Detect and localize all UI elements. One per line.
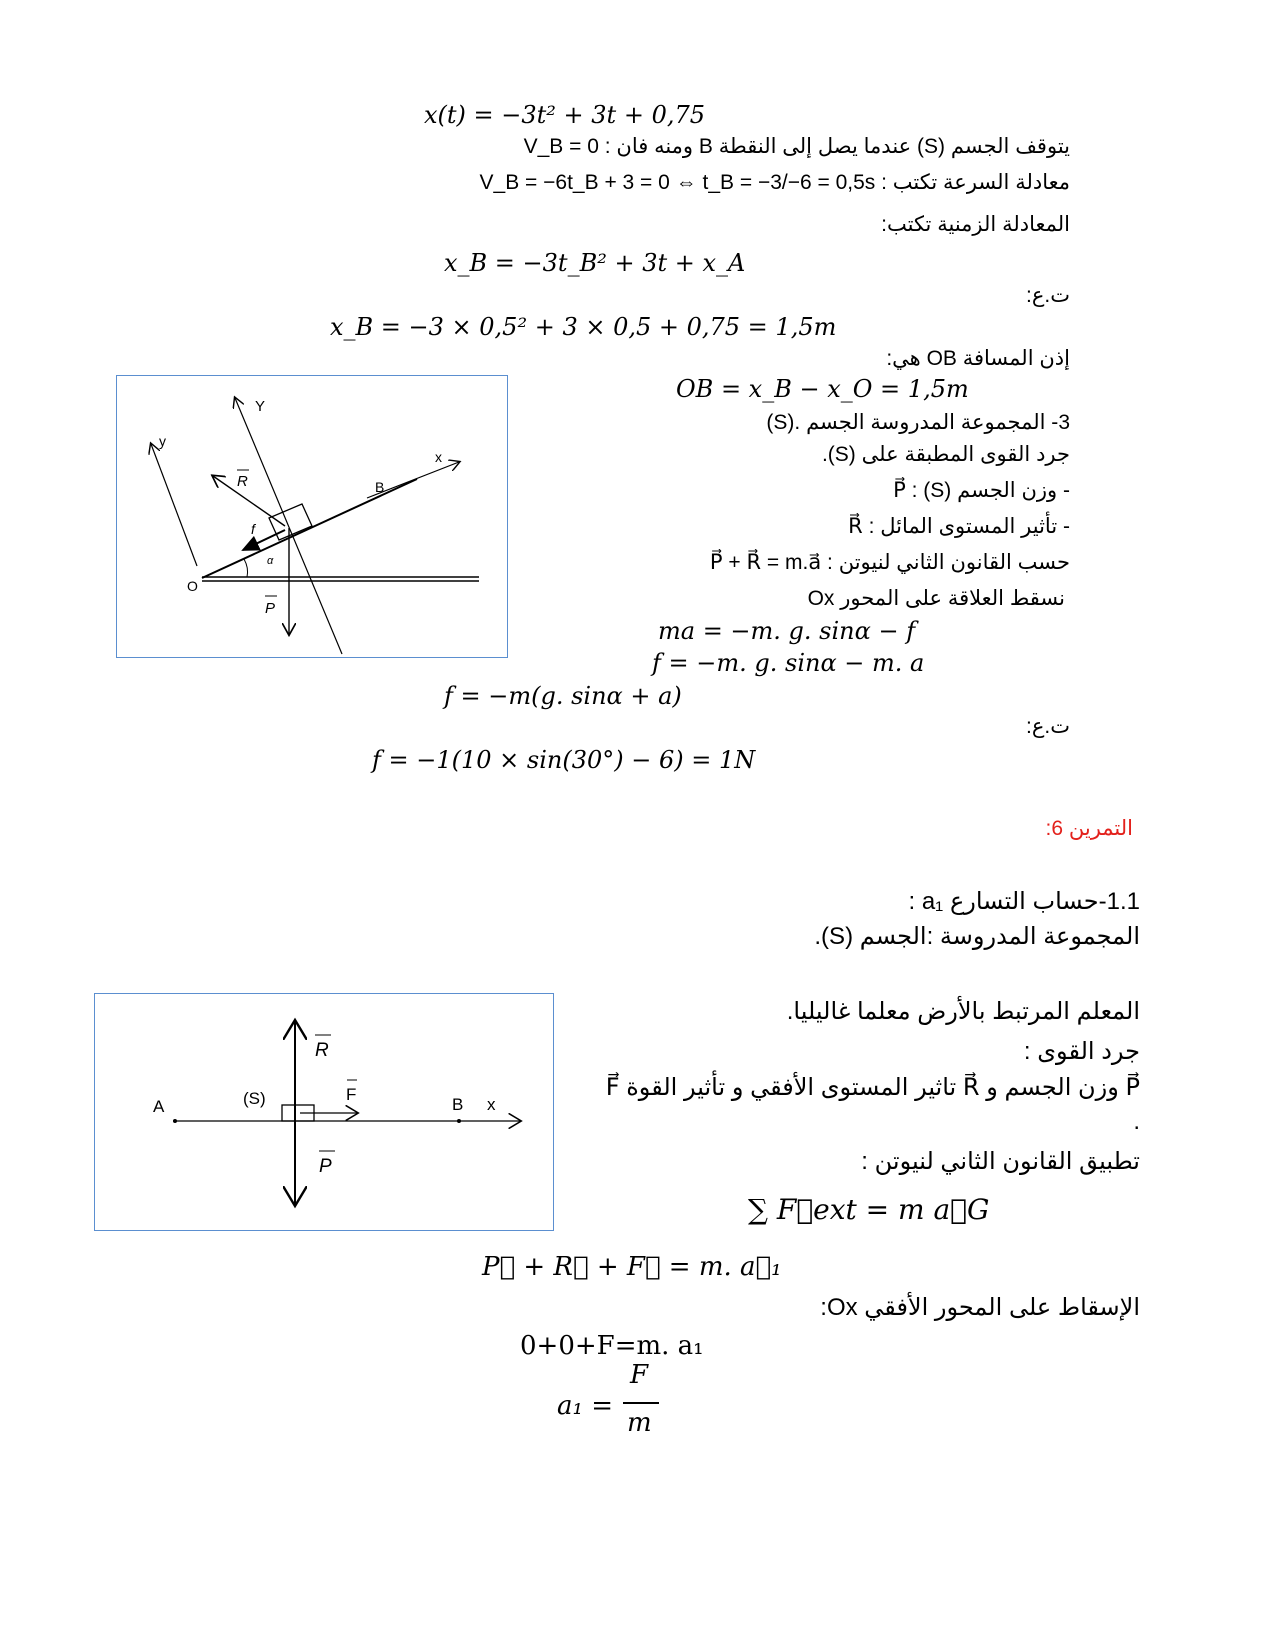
P-label: P bbox=[319, 1156, 332, 1177]
inclined-plane-figure bbox=[116, 375, 508, 658]
f-label: f bbox=[251, 521, 255, 537]
time-equation-label: المعادلة الزمنية تكتب: bbox=[881, 213, 1070, 236]
equation-3: f = −m(g. sinα + a) bbox=[444, 682, 682, 710]
exercise-6-title: التمرين 6: bbox=[1045, 817, 1133, 840]
P-label: P bbox=[265, 600, 276, 617]
forces-label: جرد القوى : bbox=[1023, 1038, 1140, 1065]
forces-text: P⃗ وزن الجسم و R⃗ تاثير المستوى الأفقي و تأثير القوة F⃗ bbox=[605, 1074, 1140, 1101]
studied-system: المجموعة المدروسة :الجسم (S). bbox=[814, 923, 1140, 950]
stop-condition-text: يتوقف الجسم (S) عندما يصل إلى النقطة B ومنه فان : V_B = 0 bbox=[523, 135, 1070, 158]
B-label: B bbox=[452, 1095, 464, 1114]
force-reaction: - تأثير المستوى المائل : R⃗ bbox=[848, 515, 1070, 538]
dot: . bbox=[1133, 1108, 1140, 1135]
R-label: R bbox=[315, 1040, 329, 1061]
ob-equation: OB = x_B − x_O = 1,5m bbox=[676, 375, 969, 403]
a1-left: a₁ = bbox=[557, 1391, 613, 1421]
projection-text: نسقط العلاقة على المحور Ox bbox=[807, 587, 1065, 610]
fraction-bar bbox=[623, 1402, 659, 1404]
force-weight: - وزن الجسم (S) : P⃗ bbox=[893, 479, 1070, 502]
A-label: A bbox=[153, 1097, 165, 1116]
projection-equation: 0+0+F=m. a₁ bbox=[520, 1331, 704, 1361]
forces-inventory-label: جرد القوى المطبقة على (S). bbox=[821, 443, 1070, 466]
newton-law-text: حسب القانون الثاني لنيوتن : P⃗ + R⃗ = m.a⃗ bbox=[709, 551, 1070, 574]
Y-label: Y bbox=[255, 398, 266, 415]
horizontal-plane-figure bbox=[94, 993, 554, 1231]
B-label: B bbox=[375, 479, 385, 495]
x-label: x bbox=[435, 449, 442, 465]
x-label: x bbox=[487, 1095, 496, 1114]
O-label: O bbox=[187, 578, 198, 594]
equation-4: f = −1(10 × sin(30°) − 6) = 1N bbox=[372, 746, 756, 774]
reference-frame: المعلم المرتبط بالأرض معلما غاليليا. bbox=[786, 998, 1140, 1025]
newton-law-label: تطبيق القانون الثاني لنيوتن : bbox=[861, 1148, 1140, 1175]
equation-x-t: x(t) = −3t² + 3t + 0,75 bbox=[424, 101, 706, 129]
ob-label: إذن المسافة OB هي: bbox=[886, 347, 1070, 370]
question-3-text: 3- المجموعة المدروسة الجسم .(S) bbox=[766, 411, 1070, 434]
numeric-label-2: ت.ع: bbox=[1026, 715, 1070, 738]
question-1-1: 1.1-حساب التسارع a₁ : bbox=[908, 888, 1140, 915]
inclined-plane-diagram bbox=[117, 376, 507, 657]
equation-1: ma = −m. g. sinα − f bbox=[658, 617, 916, 645]
numeric-label: ت.ع: bbox=[1026, 284, 1070, 307]
sum-forces-equation: ∑ F⃗ext = m a⃗G bbox=[748, 1193, 990, 1226]
vector-equation: P⃗ + R⃗ + F⃗ = m. a⃗₁ bbox=[482, 1252, 782, 1282]
F-label: F bbox=[346, 1085, 357, 1104]
point-A bbox=[173, 1119, 177, 1123]
equation-2: f = −m. g. sinα − m. a bbox=[652, 649, 925, 677]
point-B bbox=[457, 1119, 461, 1123]
xb-numeric: x_B = −3 × 0,5² + 3 × 0,5 + 0,75 = 1,5m bbox=[330, 313, 837, 341]
reaction-vector bbox=[213, 476, 285, 526]
R-label: R bbox=[237, 473, 248, 490]
y-axis bbox=[151, 444, 197, 566]
a1-numerator: F bbox=[630, 1360, 649, 1390]
incline-line bbox=[202, 479, 417, 578]
S-label: (S) bbox=[243, 1089, 266, 1108]
xb-equation: x_B = −3t_B² + 3t + x_A bbox=[444, 249, 746, 277]
speed-equation: معادلة السرعة تكتب : V_B = −6t_B + 3 = 0 ⇔ t_B = −3/−6 = 0,5s bbox=[479, 171, 1070, 194]
a1-denominator: m bbox=[627, 1408, 652, 1438]
alpha-label: α bbox=[267, 555, 274, 567]
alpha-arc bbox=[244, 559, 248, 577]
horizontal-plane-diagram bbox=[95, 994, 553, 1230]
projection-label: الإسقاط على المحور الأفقي Ox: bbox=[820, 1294, 1140, 1321]
y-label: y bbox=[159, 433, 166, 449]
